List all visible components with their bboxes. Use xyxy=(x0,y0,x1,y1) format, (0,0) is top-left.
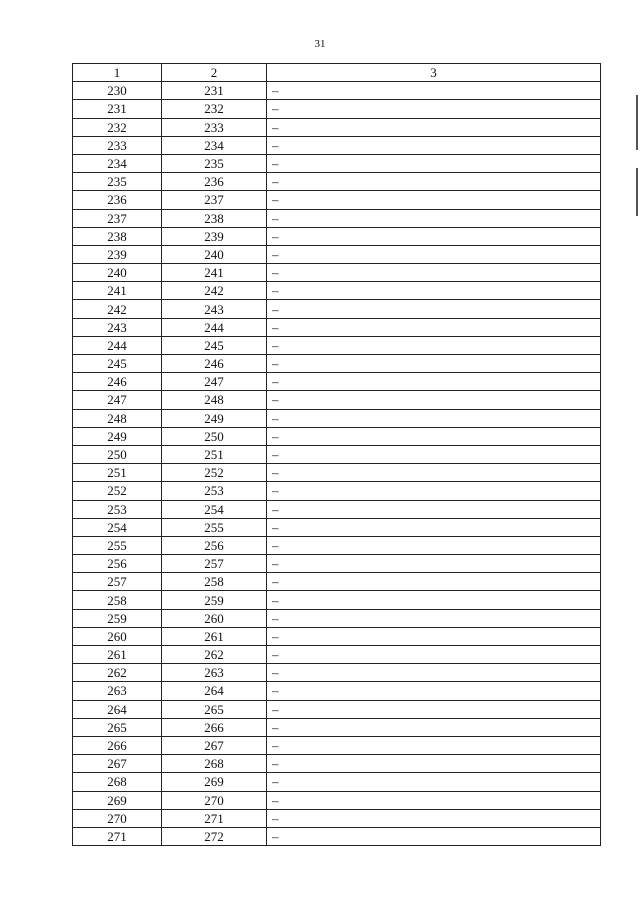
cell-col-2: 252 xyxy=(162,464,267,482)
cell-col-2: 253 xyxy=(162,482,267,500)
cell-col-3: – xyxy=(267,646,601,664)
cell-col-1: 241 xyxy=(73,282,162,300)
cell-col-2: 248 xyxy=(162,391,267,409)
cell-col-3: – xyxy=(267,391,601,409)
table-row xyxy=(73,646,601,664)
cell-col-1: 248 xyxy=(73,409,162,427)
cell-col-3: – xyxy=(267,518,601,536)
cell-col-3: – xyxy=(267,100,601,118)
table-row xyxy=(73,736,601,754)
page-number: 31 xyxy=(314,38,326,50)
table-row xyxy=(73,173,601,191)
cell-col-3: – xyxy=(267,209,601,227)
cell-col-3: – xyxy=(267,427,601,445)
cell-col-1: 243 xyxy=(73,318,162,336)
cell-col-1: 261 xyxy=(73,646,162,664)
cell-col-1: 231 xyxy=(73,100,162,118)
cell-col-3: – xyxy=(267,736,601,754)
cell-col-1: 237 xyxy=(73,209,162,227)
cell-col-1: 263 xyxy=(73,682,162,700)
cell-col-1: 267 xyxy=(73,755,162,773)
table-row xyxy=(73,318,601,336)
scan-mark xyxy=(636,168,638,216)
cell-col-2: 249 xyxy=(162,409,267,427)
cell-col-3: – xyxy=(267,573,601,591)
cell-col-2: 267 xyxy=(162,736,267,754)
cell-col-1: 236 xyxy=(73,191,162,209)
cell-col-2: 250 xyxy=(162,427,267,445)
data-table xyxy=(72,63,601,846)
table-row xyxy=(73,355,601,373)
cell-col-1: 269 xyxy=(73,791,162,809)
cell-col-1: 254 xyxy=(73,518,162,536)
cell-col-2: 271 xyxy=(162,809,267,827)
cell-col-2: 268 xyxy=(162,755,267,773)
cell-col-1: 247 xyxy=(73,391,162,409)
cell-col-3: – xyxy=(267,809,601,827)
cell-col-3: – xyxy=(267,136,601,154)
cell-col-2: 237 xyxy=(162,191,267,209)
cell-col-2: 265 xyxy=(162,700,267,718)
cell-col-2: 269 xyxy=(162,773,267,791)
table-row xyxy=(73,300,601,318)
cell-col-2: 272 xyxy=(162,827,267,845)
cell-col-3: – xyxy=(267,373,601,391)
cell-col-2: 241 xyxy=(162,264,267,282)
scan-mark xyxy=(636,95,638,150)
cell-col-2: 232 xyxy=(162,100,267,118)
cell-col-3: – xyxy=(267,245,601,263)
table-row xyxy=(73,282,601,300)
cell-col-2: 270 xyxy=(162,791,267,809)
cell-col-3: – xyxy=(267,355,601,373)
table-row xyxy=(73,227,601,245)
cell-col-2: 255 xyxy=(162,518,267,536)
cell-col-2: 231 xyxy=(162,82,267,100)
table-row xyxy=(73,791,601,809)
cell-col-1: 270 xyxy=(73,809,162,827)
cell-col-1: 265 xyxy=(73,718,162,736)
cell-col-2: 238 xyxy=(162,209,267,227)
cell-col-2: 236 xyxy=(162,173,267,191)
cell-col-2: 254 xyxy=(162,500,267,518)
cell-col-3: – xyxy=(267,609,601,627)
cell-col-1: 255 xyxy=(73,536,162,554)
cell-col-3: – xyxy=(267,445,601,463)
table-row xyxy=(73,191,601,209)
column-header-2: 2 xyxy=(162,64,267,82)
cell-col-3: – xyxy=(267,591,601,609)
cell-col-1: 259 xyxy=(73,609,162,627)
cell-col-3: – xyxy=(267,227,601,245)
cell-col-3: – xyxy=(267,191,601,209)
table-row xyxy=(73,500,601,518)
cell-col-3: – xyxy=(267,791,601,809)
cell-col-2: 245 xyxy=(162,336,267,354)
table-row xyxy=(73,555,601,573)
cell-col-3: – xyxy=(267,755,601,773)
table-row xyxy=(73,827,601,845)
cell-col-2: 260 xyxy=(162,609,267,627)
cell-col-2: 263 xyxy=(162,664,267,682)
cell-col-1: 235 xyxy=(73,173,162,191)
cell-col-1: 233 xyxy=(73,136,162,154)
table-row xyxy=(73,464,601,482)
cell-col-1: 249 xyxy=(73,427,162,445)
cell-col-2: 235 xyxy=(162,154,267,172)
table-row xyxy=(73,427,601,445)
cell-col-1: 250 xyxy=(73,445,162,463)
cell-col-1: 258 xyxy=(73,591,162,609)
cell-col-2: 258 xyxy=(162,573,267,591)
table-row xyxy=(73,154,601,172)
table-row xyxy=(73,100,601,118)
cell-col-1: 264 xyxy=(73,700,162,718)
cell-col-2: 251 xyxy=(162,445,267,463)
table-row xyxy=(73,336,601,354)
cell-col-1: 232 xyxy=(73,118,162,136)
column-header-3: 3 xyxy=(267,64,601,82)
cell-col-1: 251 xyxy=(73,464,162,482)
cell-col-3: – xyxy=(267,682,601,700)
cell-col-3: – xyxy=(267,464,601,482)
cell-col-2: 264 xyxy=(162,682,267,700)
cell-col-3: – xyxy=(267,264,601,282)
cell-col-1: 230 xyxy=(73,82,162,100)
cell-col-3: – xyxy=(267,409,601,427)
cell-col-1: 242 xyxy=(73,300,162,318)
cell-col-2: 262 xyxy=(162,646,267,664)
cell-col-1: 234 xyxy=(73,154,162,172)
table-row xyxy=(73,664,601,682)
table-row xyxy=(73,700,601,718)
cell-col-3: – xyxy=(267,82,601,100)
table-row xyxy=(73,82,601,100)
cell-col-2: 242 xyxy=(162,282,267,300)
table-row xyxy=(73,264,601,282)
table-row xyxy=(73,136,601,154)
cell-col-1: 256 xyxy=(73,555,162,573)
cell-col-2: 246 xyxy=(162,355,267,373)
table-row xyxy=(73,482,601,500)
cell-col-2: 257 xyxy=(162,555,267,573)
cell-col-1: 244 xyxy=(73,336,162,354)
cell-col-3: – xyxy=(267,555,601,573)
cell-col-3: – xyxy=(267,336,601,354)
table-row xyxy=(73,682,601,700)
cell-col-1: 262 xyxy=(73,664,162,682)
table-row xyxy=(73,627,601,645)
cell-col-1: 271 xyxy=(73,827,162,845)
cell-col-2: 243 xyxy=(162,300,267,318)
cell-col-2: 233 xyxy=(162,118,267,136)
cell-col-3: – xyxy=(267,300,601,318)
table-row xyxy=(73,518,601,536)
cell-col-3: – xyxy=(267,827,601,845)
cell-col-2: 239 xyxy=(162,227,267,245)
cell-col-1: 268 xyxy=(73,773,162,791)
table-row xyxy=(73,245,601,263)
cell-col-1: 246 xyxy=(73,373,162,391)
table-body xyxy=(73,82,601,846)
table-row xyxy=(73,773,601,791)
table-row xyxy=(73,591,601,609)
cell-col-2: 261 xyxy=(162,627,267,645)
cell-col-2: 259 xyxy=(162,591,267,609)
table-row xyxy=(73,809,601,827)
table-row xyxy=(73,391,601,409)
cell-col-3: – xyxy=(267,627,601,645)
cell-col-3: – xyxy=(267,282,601,300)
cell-col-1: 245 xyxy=(73,355,162,373)
cell-col-2: 247 xyxy=(162,373,267,391)
column-header-1: 1 xyxy=(73,64,162,82)
table-row xyxy=(73,209,601,227)
table-row xyxy=(73,573,601,591)
table-row xyxy=(73,536,601,554)
table-row xyxy=(73,373,601,391)
cell-col-3: – xyxy=(267,154,601,172)
cell-col-2: 256 xyxy=(162,536,267,554)
cell-col-3: – xyxy=(267,500,601,518)
cell-col-2: 266 xyxy=(162,718,267,736)
cell-col-3: – xyxy=(267,718,601,736)
cell-col-1: 238 xyxy=(73,227,162,245)
cell-col-2: 234 xyxy=(162,136,267,154)
cell-col-3: – xyxy=(267,118,601,136)
cell-col-1: 252 xyxy=(73,482,162,500)
header-row xyxy=(73,64,601,82)
cell-col-2: 244 xyxy=(162,318,267,336)
cell-col-1: 253 xyxy=(73,500,162,518)
cell-col-1: 257 xyxy=(73,573,162,591)
table-row xyxy=(73,118,601,136)
cell-col-1: 266 xyxy=(73,736,162,754)
cell-col-1: 260 xyxy=(73,627,162,645)
table-row xyxy=(73,718,601,736)
cell-col-3: – xyxy=(267,536,601,554)
table-row xyxy=(73,409,601,427)
cell-col-3: – xyxy=(267,318,601,336)
cell-col-1: 240 xyxy=(73,264,162,282)
cell-col-3: – xyxy=(267,482,601,500)
table-row xyxy=(73,755,601,773)
table-row xyxy=(73,445,601,463)
cell-col-3: – xyxy=(267,664,601,682)
cell-col-2: 240 xyxy=(162,245,267,263)
cell-col-3: – xyxy=(267,173,601,191)
table-row xyxy=(73,609,601,627)
cell-col-1: 239 xyxy=(73,245,162,263)
cell-col-3: – xyxy=(267,773,601,791)
cell-col-3: – xyxy=(267,700,601,718)
